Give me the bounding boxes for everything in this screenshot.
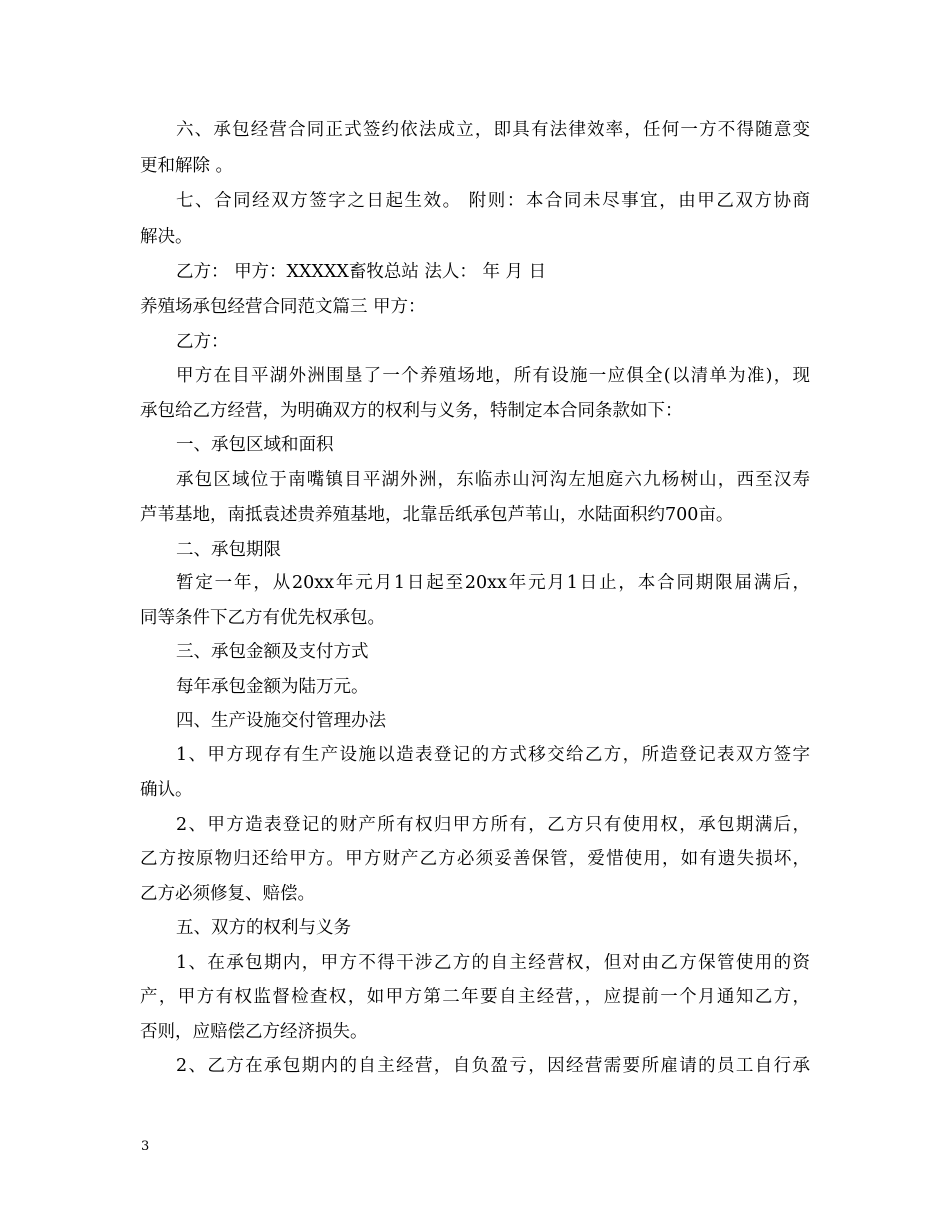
paragraph-line: 承包区域位于南嘴镇目平湖外洲，东临赤山河沟左旭庭六九杨树山，西至汉寿 [176, 470, 810, 490]
paragraph-line: 承包给乙方经营，为明确双方的权利与义务，特制定本合同条款如下： [140, 401, 683, 421]
paragraph-line: 解决。 [140, 227, 193, 247]
paragraph-line: 否则，应赔偿乙方经济损失。 [140, 1022, 368, 1042]
clause-heading: 五、双方的权利与义务 [176, 918, 351, 938]
clause-heading: 四、生产设施交付管理办法 [176, 711, 386, 731]
paragraph-line: 乙方必须修复、赔偿。 [140, 884, 315, 904]
clause-heading: 二、承包期限 [176, 540, 281, 560]
paragraph-line: 暂定一年，从20xx年元月1日起至20xx年元月1日止，本合同期限届满后， [176, 573, 810, 593]
paragraph-line: 确认。 [140, 780, 193, 800]
paragraph-line: 2、乙方在承包期内的自主经营，自负盈亏，因经营需要所雇请的员工自行承 [176, 1056, 810, 1076]
page-number: 3 [141, 1139, 150, 1154]
clause-heading: 三、承包金额及支付方式 [176, 642, 369, 662]
paragraph-line: 1、甲方现存有生产设施以造表登记的方式移交给乙方，所造登记表双方签字 [176, 745, 810, 765]
signature-line: 乙方： 甲方：XXXXX畜牧总站 法人： 年 月 日 [176, 262, 547, 282]
paragraph-line: 甲方在目平湖外洲围垦了一个养殖场地，所有设施一应俱全(以清单为准)，现 [176, 366, 810, 386]
paragraph-line: 乙方按原物归还给甲方。甲方财产乙方必须妥善保管，爱惜使用，如有遗失损坏， [140, 849, 810, 869]
clause-heading: 一、承包区域和面积 [176, 435, 334, 455]
paragraph-line: 同等条件下乙方有优先权承包。 [140, 608, 385, 628]
paragraph-line: 产，甲方有权监督检查权，如甲方第二年要自主经营，，应提前一个月通知乙方， [140, 987, 810, 1007]
paragraph-line: 1、在承包期内，甲方不得干涉乙方的自主经营权，但对由乙方保管使用的资 [176, 953, 810, 973]
paragraph-line: 每年承包金额为陆万元。 [176, 677, 369, 697]
paragraph-line: 更和解除 。 [140, 156, 234, 176]
section-title: 养殖场承包经营合同范文篇三 甲方： [140, 297, 426, 317]
paragraph-line: 2、甲方造表登记的财产所有权归甲方所有，乙方只有使用权，承包期满后， [176, 815, 810, 835]
paragraph-line: 乙方： [176, 332, 229, 352]
paragraph-line: 七、合同经双方签字之日起生效。 附则：本合同未尽事宜，由甲乙双方协商 [176, 191, 810, 211]
paragraph-line: 六、承包经营合同正式签约依法成立，即具有法律效率，任何一方不得随意变 [176, 120, 810, 140]
paragraph-line: 芦苇基地，南抵袁述贵养殖基地，北靠岳纸承包芦苇山，水陆面积约700亩。 [140, 505, 734, 525]
